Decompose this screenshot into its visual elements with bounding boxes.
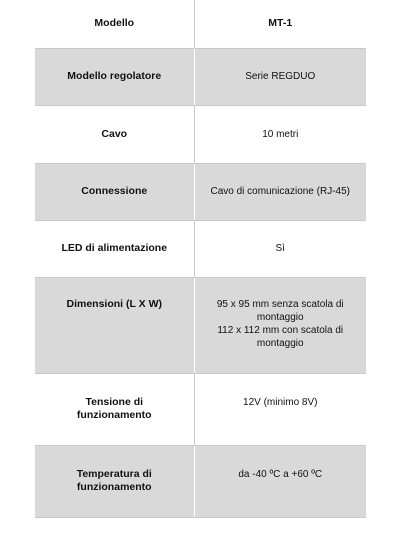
row-value-cell: Serie REGDUO bbox=[194, 48, 366, 105]
table-row bbox=[35, 163, 366, 220]
row-value-cell: 10 metri bbox=[194, 105, 366, 163]
row-value-cell: da -40 ºC a +60 ºC bbox=[194, 445, 366, 517]
table-row bbox=[35, 48, 366, 105]
row-label-cell: Tensione di funzionamento bbox=[35, 373, 194, 445]
header-label-cell: Modello bbox=[35, 0, 194, 48]
row-label-cell: Temperatura di funzionamento bbox=[35, 445, 194, 517]
row-label-cell: Cavo bbox=[35, 105, 194, 163]
table-row bbox=[35, 105, 366, 163]
row-label-cell: Dimensioni (L X W) bbox=[35, 277, 194, 373]
table-row bbox=[35, 445, 366, 517]
row-value-cell: Cavo di comunicazione (RJ-45) bbox=[194, 163, 366, 220]
header-value-cell: MT-1 bbox=[194, 0, 366, 48]
specifications-table bbox=[35, 0, 366, 518]
row-value-cell: 12V (minimo 8V) bbox=[194, 373, 366, 445]
row-label-cell: LED di alimentazione bbox=[35, 220, 194, 277]
table-row bbox=[35, 277, 366, 373]
table-header-row bbox=[35, 0, 366, 48]
row-label-cell: Connessione bbox=[35, 163, 194, 220]
row-value-cell: Sì bbox=[194, 220, 366, 277]
table-row bbox=[35, 373, 366, 445]
table-row bbox=[35, 220, 366, 277]
row-value-cell: 95 x 95 mm senza scatola di montaggio 112 x 112 mm con scatola di montaggio bbox=[194, 277, 366, 373]
row-label-cell: Modello regolatore bbox=[35, 48, 194, 105]
